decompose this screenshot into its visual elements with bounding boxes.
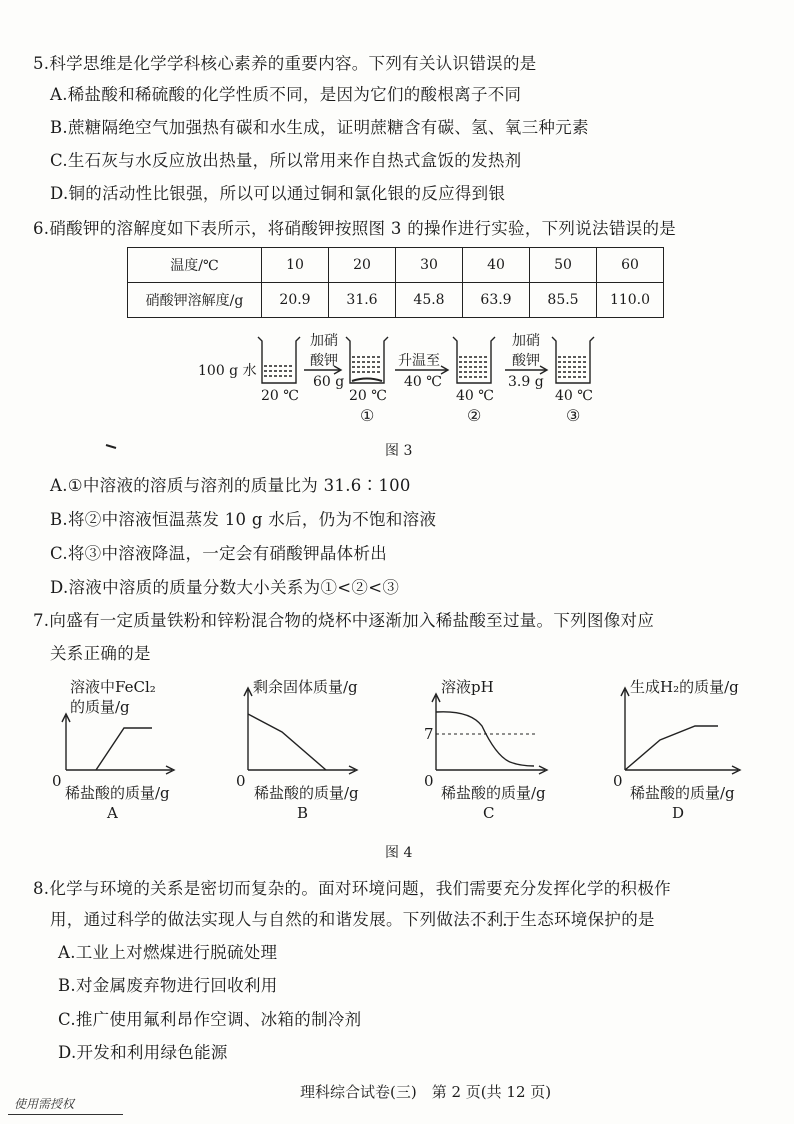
graph-d-ylabel: 生成H₂的质量/g [630, 678, 739, 696]
beaker-mark: ② [467, 406, 482, 425]
graph-a [62, 714, 174, 774]
q6-stem: 6.硝酸钾的溶解度如下表所示，将硝酸钾按照图 3 的操作进行实验，下列说法错误 • •的是 [33, 215, 676, 239]
graph-a-ylabel: 的质量/g [70, 698, 130, 716]
q5-option-a: A.稀盐酸和稀硫酸的化学性质不同，是因为它们的酸根离子不同 [50, 85, 522, 104]
q5-option-b: B.蔗糖隔绝空气加强热有碳和水生成，证明蔗糖含有碳、氢、氧三种元素 [50, 118, 589, 137]
beaker-icon [258, 337, 300, 383]
table-cell: 110.0 [597, 283, 664, 318]
q8-option-c: C.推广使用氟利昂作空调、冰箱的制冷剂 [58, 1010, 362, 1029]
q6-option-b: B.将②中溶液恒温蒸发 10 g 水后，仍为不饱和溶液 [50, 510, 437, 529]
beaker-temp: 20 ℃ [349, 388, 387, 404]
graph-d-letter: D [672, 804, 685, 822]
graph-b-ylabel: 剩余固体质量/g [253, 678, 358, 696]
q6-option-c: C.将③中溶液降温，一定会有硝酸钾晶体析出 [50, 544, 388, 563]
beaker-icon [346, 337, 388, 383]
usage-stamp: 使用需授权 [14, 1097, 75, 1111]
q6-option-d: D.溶液中溶质的质量分数大小关系为①<②<③ [50, 578, 400, 597]
q5-option-c: C.生石灰与水反应放出热量，所以常用来作自热式盒饭的发热剂 [50, 151, 522, 170]
table-cell: 20 [329, 248, 396, 283]
graph-c [432, 694, 547, 774]
fig3-water-label: 100 g 水 [198, 363, 257, 379]
q7-stem: 7.向盛有一定质量铁粉和锌粉混合物的烧杯中逐渐加入稀盐酸至过量。下列图像对应 [33, 611, 655, 630]
page-footer: 理科综合试卷(三) 第 2 页(共 12 页) [300, 1083, 552, 1101]
divider [8, 1114, 123, 1115]
graph-b [244, 688, 357, 774]
beaker-temp: 40 ℃ [555, 388, 593, 404]
graph-d [621, 688, 740, 774]
table-cell: 63.9 [463, 283, 530, 318]
fig3-arrow2-label: 升温至 [398, 353, 440, 369]
table-head-solubility: 硝酸钾溶解度/g [128, 283, 262, 318]
fig3-arrow1-amount: 60 g [313, 374, 345, 390]
graph-a-xlabel: 稀盐酸的质量/g [65, 784, 170, 802]
fig3-arrow3-label: 加硝 [512, 333, 540, 349]
q7-stem: 关系正确的是 [50, 644, 151, 663]
graph-c-ylabel: 溶液pH [441, 678, 494, 696]
table-head-temp: 温度/℃ [128, 248, 262, 283]
beaker-mark: ③ [566, 406, 581, 425]
graph-c-tick: 7 [424, 725, 434, 743]
curve-line [248, 714, 326, 770]
graph-origin: 0 [613, 772, 623, 790]
table-cell: 60 [597, 248, 664, 283]
fig3-arrow2-temp: 40 ℃ [404, 374, 442, 390]
stray-mark [106, 445, 116, 448]
curve-line [436, 712, 534, 766]
q6-option-a: A.①中溶液的溶质与溶剂的质量比为 31.6∶100 [50, 476, 411, 495]
figure-4-caption: 图 4 [385, 845, 413, 861]
q8-option-b: B.对金属废弃物进行回收利用 [58, 976, 278, 995]
fig3-arrow3-label: 酸钾 [512, 353, 540, 369]
beaker-temp: 40 ℃ [456, 388, 494, 404]
graph-b-xlabel: 稀盐酸的质量/g [254, 784, 359, 802]
beaker-icon [453, 337, 495, 383]
graph-origin: 0 [52, 772, 62, 790]
table-cell: 50 [530, 248, 597, 283]
fig3-arrow1-label: 酸钾 [310, 353, 338, 369]
table-cell: 40 [463, 248, 530, 283]
beaker-icon [552, 337, 594, 383]
table-cell: 45.8 [396, 283, 463, 318]
fig3-arrow3-amount: 3.9 g [508, 374, 544, 390]
q5-stem: 5.科学思维是化学学科核心素养的重要内容。下列有关认识错误 • •的是 [33, 50, 537, 74]
table-cell: 10 [262, 248, 329, 283]
curve-line [625, 726, 718, 770]
table-cell: 31.6 [329, 283, 396, 318]
graph-origin: 0 [424, 772, 434, 790]
table-cell: 30 [396, 248, 463, 283]
graph-c-letter: C [483, 804, 495, 822]
figure-3-caption: 图 3 [385, 443, 413, 459]
q5-option-d: D.铜的活动性比银强，所以可以通过铜和氯化银的反应得到银 [50, 184, 506, 203]
figure-3 [0, 0, 794, 470]
beaker-temp: 20 ℃ [261, 388, 299, 404]
q8-stem: 8.化学与环境的关系是密切而复杂的。面对环境问题，我们需要充分发挥化学的积极作 [33, 879, 671, 898]
graph-b-letter: B [297, 804, 309, 822]
table-cell: 20.9 [262, 283, 329, 318]
graph-origin: 0 [236, 772, 246, 790]
table-cell: 85.5 [530, 283, 597, 318]
fig3-arrow1-label: 加硝 [310, 333, 338, 349]
curve-line [96, 728, 152, 770]
graph-a-ylabel: 溶液中FeCl₂ [70, 678, 156, 696]
q8-option-d: D.开发和利用绿色能源 [58, 1043, 228, 1062]
q8-option-a: A.工业上对燃煤进行脱硫处理 [58, 943, 278, 962]
beaker-mark: ① [360, 406, 375, 425]
graph-d-xlabel: 稀盐酸的质量/g [630, 784, 735, 802]
graph-a-letter: A [107, 804, 118, 822]
graph-c-xlabel: 稀盐酸的质量/g [441, 784, 546, 802]
q8-stem: 用，通过科学的做法实现人与自然的和谐发展。下列做法不利于 • • •生态环境保护的是 [50, 906, 655, 930]
